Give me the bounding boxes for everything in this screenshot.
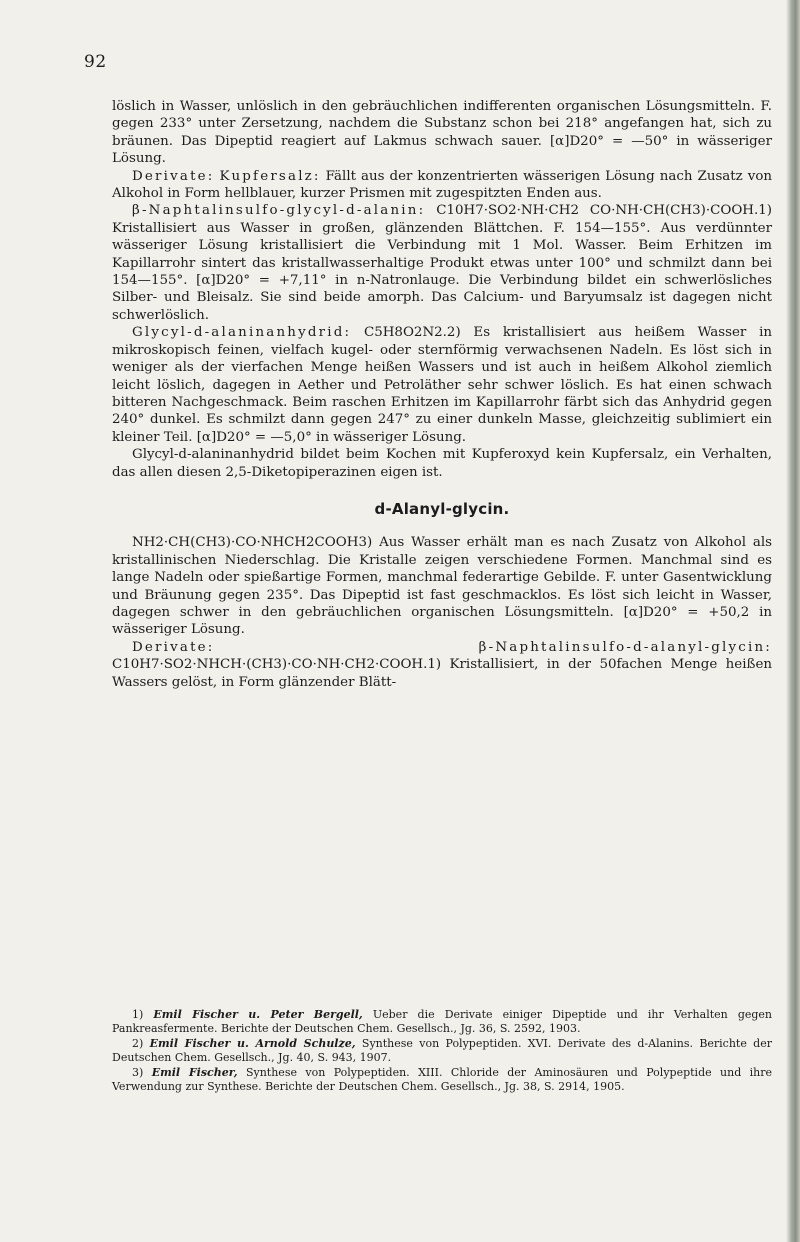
compound-label: β-Naphtalinsulfo-d-alanyl-glycin: <box>478 639 772 655</box>
footnotes <box>112 1008 772 1094</box>
compound-label: β-Naphtalinsulfo-glycyl-d-alanin: <box>132 203 426 219</box>
footnote: 2) Emil Fischer u. Arnold Schulze, Synthese von Polypeptiden. XVI. Derivate des d-Alanins. Berichte der Deutschen Chem. Gesellsch., Jg. 40, S. 943, 1907. <box>112 1036 772 1065</box>
footnote: 3) Emil Fischer, Synthese von Polypeptiden. XIII. Chloride der Aminosäuren und Polypeptide und ihre Verwendung zur Synthese. Berichte der Deutschen Chem. Gesellsch., Jg. 38, S. 2914, 1905. <box>112 1065 773 1094</box>
paragraph-alanyl-glycine: NH2·CH(CH3)·CO·NHCH2COOH3) Aus Wasser erhält man es nach Zusatz von Alkohol als kristallinischen Niederschlag. Die Kristalle zeigen verschiedene Formen. Manchmal sind es lange Nadeln oder spießartige Formen, manchmal federartige Gebilde. F. unter Gasentwicklung und Bräunung gegen 235°. Das Dipeptid ist fast geschmacklos. Es löst sich leicht in Wasser, dagegen schwer in den gebräuchlichen organischen Lösungsmitteln. [α]D20° = +50,2 in wässeriger Lösung. <box>112 535 772 638</box>
main-text <box>112 98 772 691</box>
copper-salt-label: Kupfersalz: <box>219 168 321 184</box>
page-edge-shadow <box>786 0 800 1242</box>
paragraph-alanyl-glycine-derivatives: Derivate: β-Naphtalinsulfo-d-alanyl-glycin: C10H7·SO2·NHCH·(CH3)·CO·NH·CH2·COOH.1) Kristallisiert, in der 50fachen Menge heißen Wassers gelöst, in Form glänzender Blätt- <box>112 639 772 690</box>
paragraph-naphthalenesulfo-glycyl-alanine: β-Naphtalinsulfo-glycyl-d-alanin: C10H7·SO2·NH·CH2 CO·NH·CH(CH3)·COOH.1) Kristallisiert aus Wasser in großen, glänzenden Blättchen. F. 154—155°. Aus verdünnter wässeriger Lösung kristallisiert die Verbindung mit 1 Mol. Wasser. Beim Erhitzen im Kapillarrohr sintert das kristallwasserhaltige Produkt etwas unter 100° und schmilzt dann bei 154—155°. [α]D20° = +7,11° in n-Natronlauge. Die Verbindung bildet ein schwerlösliches Silber- und Bleisalz. Sie sind beide amorph. Das Calcium- und Baryumsalz ist dagegen nicht schwerlöslich. <box>112 203 772 323</box>
derivatives-label: Derivate: <box>132 168 215 184</box>
paragraph-solubility: löslich in Wasser, unlöslich in den gebräuchlichen indifferenten organischen Lösungsmitteln. F. gegen 233° unter Zersetzung, nachdem die Substanz schon bei 218° angefangen hat, sich zu bräunen. Das Dipeptid reagiert auf Lakmus schwach sauer. [α]D20° = —50° in wässeriger Lösung. <box>112 99 772 167</box>
page-number: 92 <box>84 52 107 72</box>
compound-label: Glycyl-d-alaninanhydrid: <box>132 325 352 341</box>
footnote: 1) Emil Fischer u. Peter Bergell, Ueber die Derivate einiger Dipeptide und ihr Verhalten gegen Pankreasfermente. Berichte der Deutschen Chem. Gesellsch., Jg. 36, S. 2592, 1903. <box>112 1008 773 1036</box>
paragraph-glycyl-alanine-anhydride: Glycyl-d-alaninanhydrid: C5H8O2N2.2) Es kristallisiert aus heißem Wasser in mikroskopisch feinen, vielfach kugel- oder sternförmig verwachsenen Nadeln. Es löst sich in weniger als der vierfachen Menge heißen Wassers und ist auch in heißem Alkohol ziemlich leicht löslich, dagegen in Aether und Petroläther sehr schwer löslich. Es hat einen schwach bitteren Nachgeschmack. Beim raschen Erhitzen im Kapillarrohr färbt sich das Anhydrid gegen 240° dunkel. Es schmilzt dann gegen 247° zu einer dunkeln Masse, gleichzeitig sublimiert ein kleiner Teil. [α]D20° = —5,0° in wässeriger Lösung. <box>112 325 772 445</box>
derivatives-label: Derivate: <box>132 639 215 655</box>
paragraph-copper-salt: Derivate: Kupfersalz: Fällt aus der konzentrierten wässerigen Lösung nach Zusatz von Alkohol in Form hellblauer, kurzer Prismen mit zugespitzten Enden aus. <box>112 168 773 202</box>
paragraph-copper-oxide: Glycyl-d-alaninanhydrid bildet beim Kochen mit Kupferoxyd kein Kupfersalz, ein Verhalten, das allen diesen 2,5-Diketopiperazinen eigen ist. <box>112 447 772 480</box>
section-heading: d-Alanyl-glycin. <box>374 499 510 518</box>
